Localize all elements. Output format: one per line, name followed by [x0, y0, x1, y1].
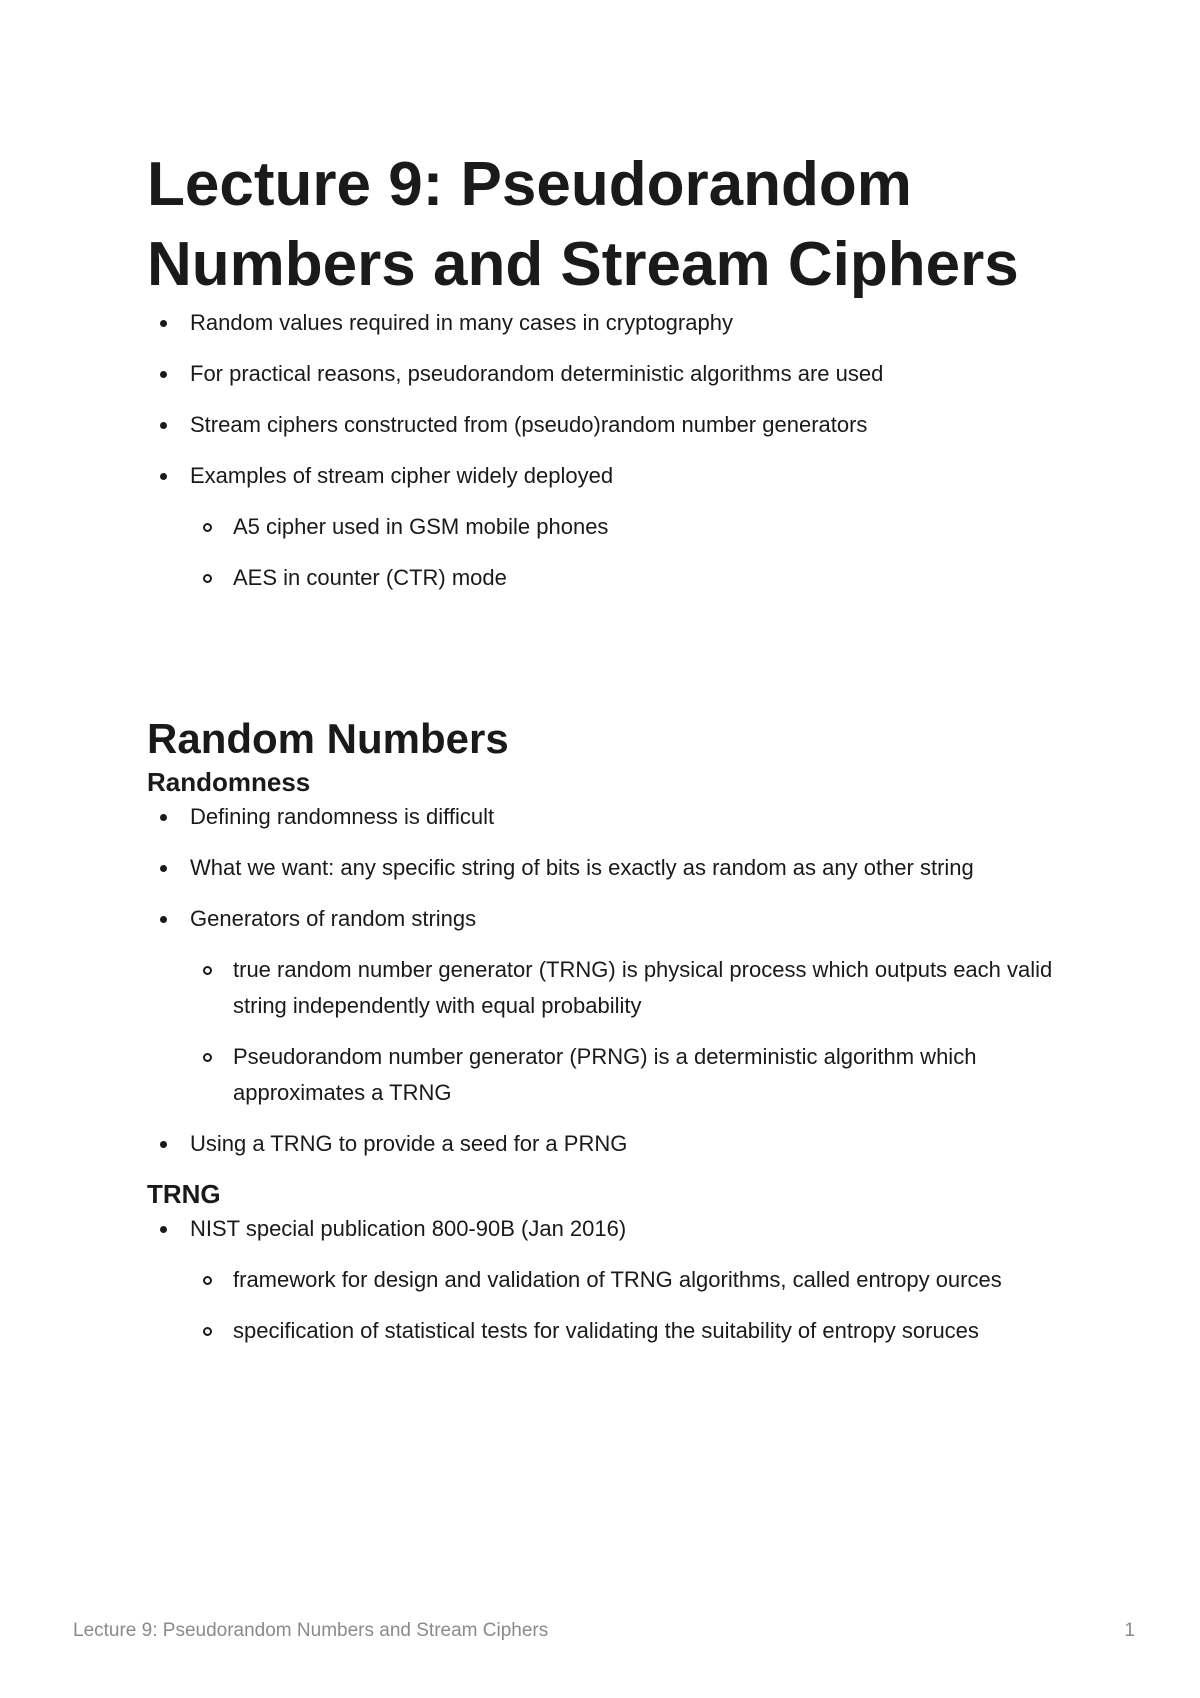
bullet-icon: [160, 473, 167, 480]
list-item-text: What we want: any specific string of bits is exactly as random as any other string: [190, 855, 974, 880]
sub-list-item: [190, 560, 1087, 596]
circle-bullet-icon: [203, 1276, 212, 1285]
sub-list-item-text: specification of statistical tests for validating the suitability of entropy soruces: [233, 1318, 979, 1343]
list-item-text: For practical reasons, pseudorandom deterministic algorithms are used: [190, 361, 884, 386]
sub-list-item: [190, 952, 1087, 1024]
sub-list: [190, 1262, 1087, 1349]
list-item: [147, 305, 1087, 341]
sub-list-item: [190, 1313, 1087, 1349]
sub-list-item: [190, 1039, 1087, 1111]
sub-list-item-text: framework for design and validation of TRNG algorithms, called entropy ources: [233, 1267, 1002, 1292]
bullet-icon: [160, 1141, 167, 1148]
list-item: [147, 356, 1087, 392]
list-item: [147, 1211, 1087, 1349]
list-item-text: NIST special publication 800-90B (Jan 2016): [190, 1216, 627, 1241]
circle-bullet-icon: [203, 523, 212, 532]
circle-bullet-icon: [203, 966, 212, 975]
bullet-icon: [160, 320, 167, 327]
sub-list-item: [190, 1262, 1087, 1298]
intro-list: [147, 305, 1087, 596]
subsection-heading-trng: TRNG: [147, 1179, 221, 1209]
page-number: 1: [1124, 1620, 1135, 1641]
bullet-icon: [160, 371, 167, 378]
list-item: [147, 458, 1087, 596]
list-item-text: Using a TRNG to provide a seed for a PRNG: [190, 1131, 628, 1156]
circle-bullet-icon: [203, 1053, 212, 1062]
bullet-icon: [160, 814, 167, 821]
trng-list: [147, 1211, 1087, 1349]
page-footer: [73, 1620, 1135, 1642]
sub-list-item: [190, 509, 1087, 545]
page-title: Lecture 9: Pseudorandom Numbers and Stream Ciphers: [147, 150, 1019, 299]
circle-bullet-icon: [203, 1327, 212, 1336]
sub-list: [190, 509, 1087, 596]
sub-list-item-text: AES in counter (CTR) mode: [233, 565, 507, 590]
list-item-text: Examples of stream cipher widely deployed: [190, 463, 614, 488]
bullet-icon: [160, 1226, 167, 1233]
list-item: [147, 407, 1087, 443]
list-item: [147, 901, 1087, 1111]
footer-title: Lecture 9: Pseudorandom Numbers and Stream Ciphers: [73, 1620, 549, 1641]
list-item-text: Random values required in many cases in cryptography: [190, 310, 733, 335]
list-item-text: Defining randomness is difficult: [190, 804, 495, 829]
sub-list-item-text: A5 cipher used in GSM mobile phones: [233, 514, 609, 539]
sub-list-item-text: true random number generator (TRNG) is physical process which outputs each valid string independently with equal probability: [233, 957, 1053, 1018]
list-item: [147, 799, 1087, 835]
randomness-list: [147, 799, 1087, 1162]
bullet-icon: [160, 422, 167, 429]
circle-bullet-icon: [203, 574, 212, 583]
list-item: [147, 1126, 1087, 1162]
bullet-icon: [160, 916, 167, 923]
page-content: [147, 145, 1087, 1364]
bullet-icon: [160, 865, 167, 872]
sub-list: [190, 952, 1087, 1111]
section-heading: Random Numbers: [147, 715, 509, 762]
list-item: [147, 850, 1087, 886]
subsection-heading-randomness: Randomness: [147, 767, 311, 797]
list-item-text: Generators of random strings: [190, 906, 477, 931]
sub-list-item-text: Pseudorandom number generator (PRNG) is a deterministic algorithm which approximates a TRNG: [233, 1044, 977, 1105]
list-item-text: Stream ciphers constructed from (pseudo)random number generators: [190, 412, 868, 437]
